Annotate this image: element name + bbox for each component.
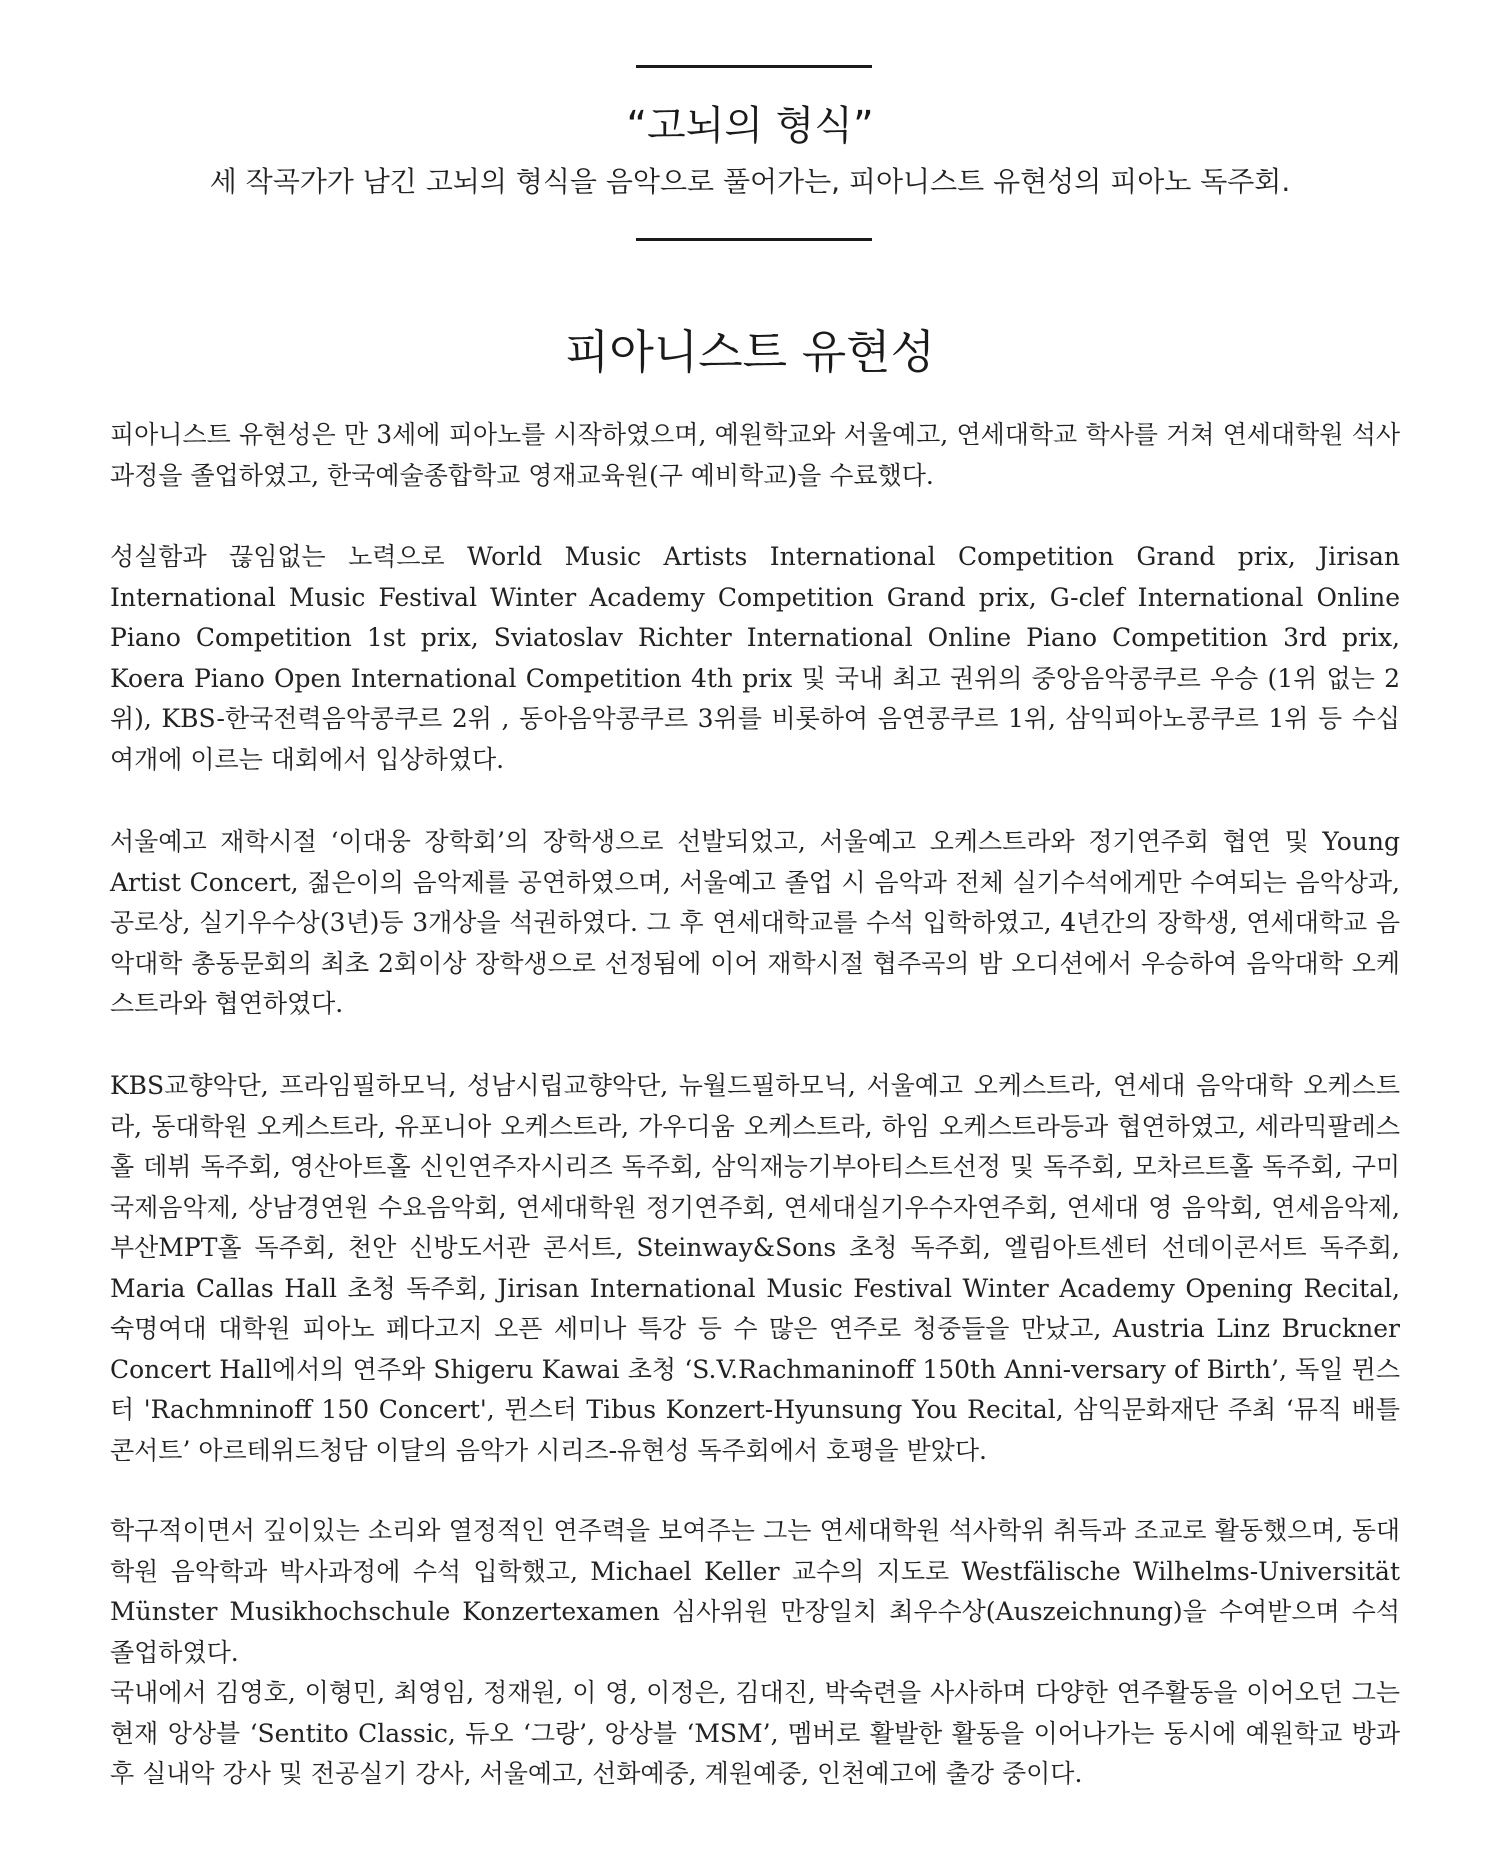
bottom-divider [636, 238, 872, 241]
pianist-name-heading: 피아니스트 유현성 [564, 325, 936, 379]
bio-paragraph-text: 국내에서 김영호, 이형민, 최영임, 정재원, 이 영, 이정은, 김대진, 박숙련을 사사하며 다양한 연주활동을 이어오던 그는 현재 앙상블 ‘Sentito Classic, 듀오 ‘그랑’, 앙상블 ‘MSM’, 멤버로 활발한 활동을 이어나가는 동시에 예원학교 방과 후 실내악 강사 및 전공실기 강사, 서울예고, 선화예중, 계원예중, 인천예고에 출강 중이다. [110, 1678, 1400, 1788]
bio-paragraph-school-years [110, 822, 1400, 1025]
bio-paragraph-competitions [110, 537, 1400, 780]
bio-paragraph-performances [110, 1066, 1400, 1471]
bio-paragraph-text: 서울예고 재학시절 ‘이대웅 장학회’의 장학생으로 선발되었고, 서울예고 오케스트라와 정기연주회 협연 및 Young Artist Concert, 젊은이의 음악제를 공연하였으며, 서울예고 졸업 시 음악과 전체 실기수석에게만 수여되는 음악상과, 공로상, 실기우수상(3년)등 3개상을 석권하였다. 그 후 연세대학교를 수석 입학하였고, 4년간의 장학생, 연세대학교 음악대학 총동문회의 최초 2회이상 장학생으로 선정됨에 이어 재학시절 협주곡의 밤 오디션에서 우승하여 음악대학 오케스트라와 협연하였다. [110, 827, 1400, 1018]
top-divider [636, 65, 872, 68]
bio-paragraph-current-activities [110, 1673, 1400, 1795]
bio-paragraph-text: KBS교향악단, 프라임필하모닉, 성남시립교향악단, 뉴월드필하모닉, 서울예고 오케스트라, 연세대 음악대학 오케스트라, 동대학원 오케스트라, 유포니아 오케스트라, 가우디움 오케스트라, 하임 오케스트라등과 협연하였고, 세라믹팔레스홀 데뷔 독주회, 영산아트홀 신인연주자시리즈 독주회, 삼익재능기부아티스트선정 및 독주회, 모차르트홀 독주회, 구미국제음악제, 상남경연원 수요음악회, 연세대학원 정기연주회, 연세대실기우수자연주회, 연세대 영 음악회, 연세음악제, 부산MPT홀 독주회, 천안 신방도서관 콘서트, Steinway&Sons 초청 독주회, 엘림아트센터 선데이콘서트 독주회, Maria Callas Hall 초청 독주회, Jirisan International Music Festival Winter Academy Opening Recital, 숙명여대 대학원 피아노 페다고지 오픈 세미나 특강 등 수 많은 연주로 청중들을 만났고, Austria Linz Bruckner Concert Hall에서의 연주와 Shigeru Kawai 초청 ‘S.V.Rachmaninoff 150th Anni-versary of Birth’, 독일 뮌스터 'Rachmninoff 150 Concert', 뮌스터 Tibus Konzert-Hyunsung You Recital, 삼익문화재단 주최 ‘뮤직 배틀 콘서트’ 아르테위드청담 이달의 음악가 시리즈-유현성 독주회에서 호평을 받았다. [110, 1071, 1400, 1465]
bio-paragraph-graduate-studies [110, 1511, 1400, 1673]
bio-paragraph-text: 성실함과 끊임없는 노력으로 World Music Artists International Competition Grand prix, Jirisan International Music Festival Winter Academy Competition Grand prix, G-clef International Online Piano Competition 1st prix, Sviatoslav Richter International Online Piano Competition 3rd prix, Koera Piano Open International Competition 4th prix 및 국내 최고 권위의 중앙음악콩쿠르 우승 (1위 없는 2위), KBS-한국전력음악콩쿠르 2위 , 동아음악콩쿠르 3위를 비롯하여 음연콩쿠르 1위, 삼익피아노콩쿠르 1위 등 수십여개에 이르는 대회에서 입상하였다. [110, 542, 1400, 774]
concert-title: “고뇌의 형식” [626, 103, 874, 149]
concert-subtitle: 세 작곡가가 남긴 고뇌의 형식을 음악으로 풀어가는, 피아니스트 유현성의 피아노 독주회. [209, 165, 1291, 198]
bio-paragraph-text: 학구적이면서 깊이있는 소리와 열정적인 연주력을 보여주는 그는 연세대학원 석사학위 취득과 조교로 활동했으며, 동대학원 음악학과 박사과정에 수석 입학했고, Michael Keller 교수의 지도로 Westfälische Wilhelms-Universität Münster Musikhochschule Konzertexamen 심사위원 만장일치 최우수상(Auszeichnung)을 수여받으며 수석 졸업하였다. [110, 1516, 1400, 1667]
bio-paragraph-education [110, 415, 1400, 496]
bio-paragraph-text: 피아니스트 유현성은 만 3세에 피아노를 시작하였으며, 예원학교와 서울예고, 연세대학교 학사를 거쳐 연세대학원 석사과정을 졸업하였고, 한국예술종합학교 영재교육원(구 예비학교)을 수료했다. [110, 420, 1400, 490]
